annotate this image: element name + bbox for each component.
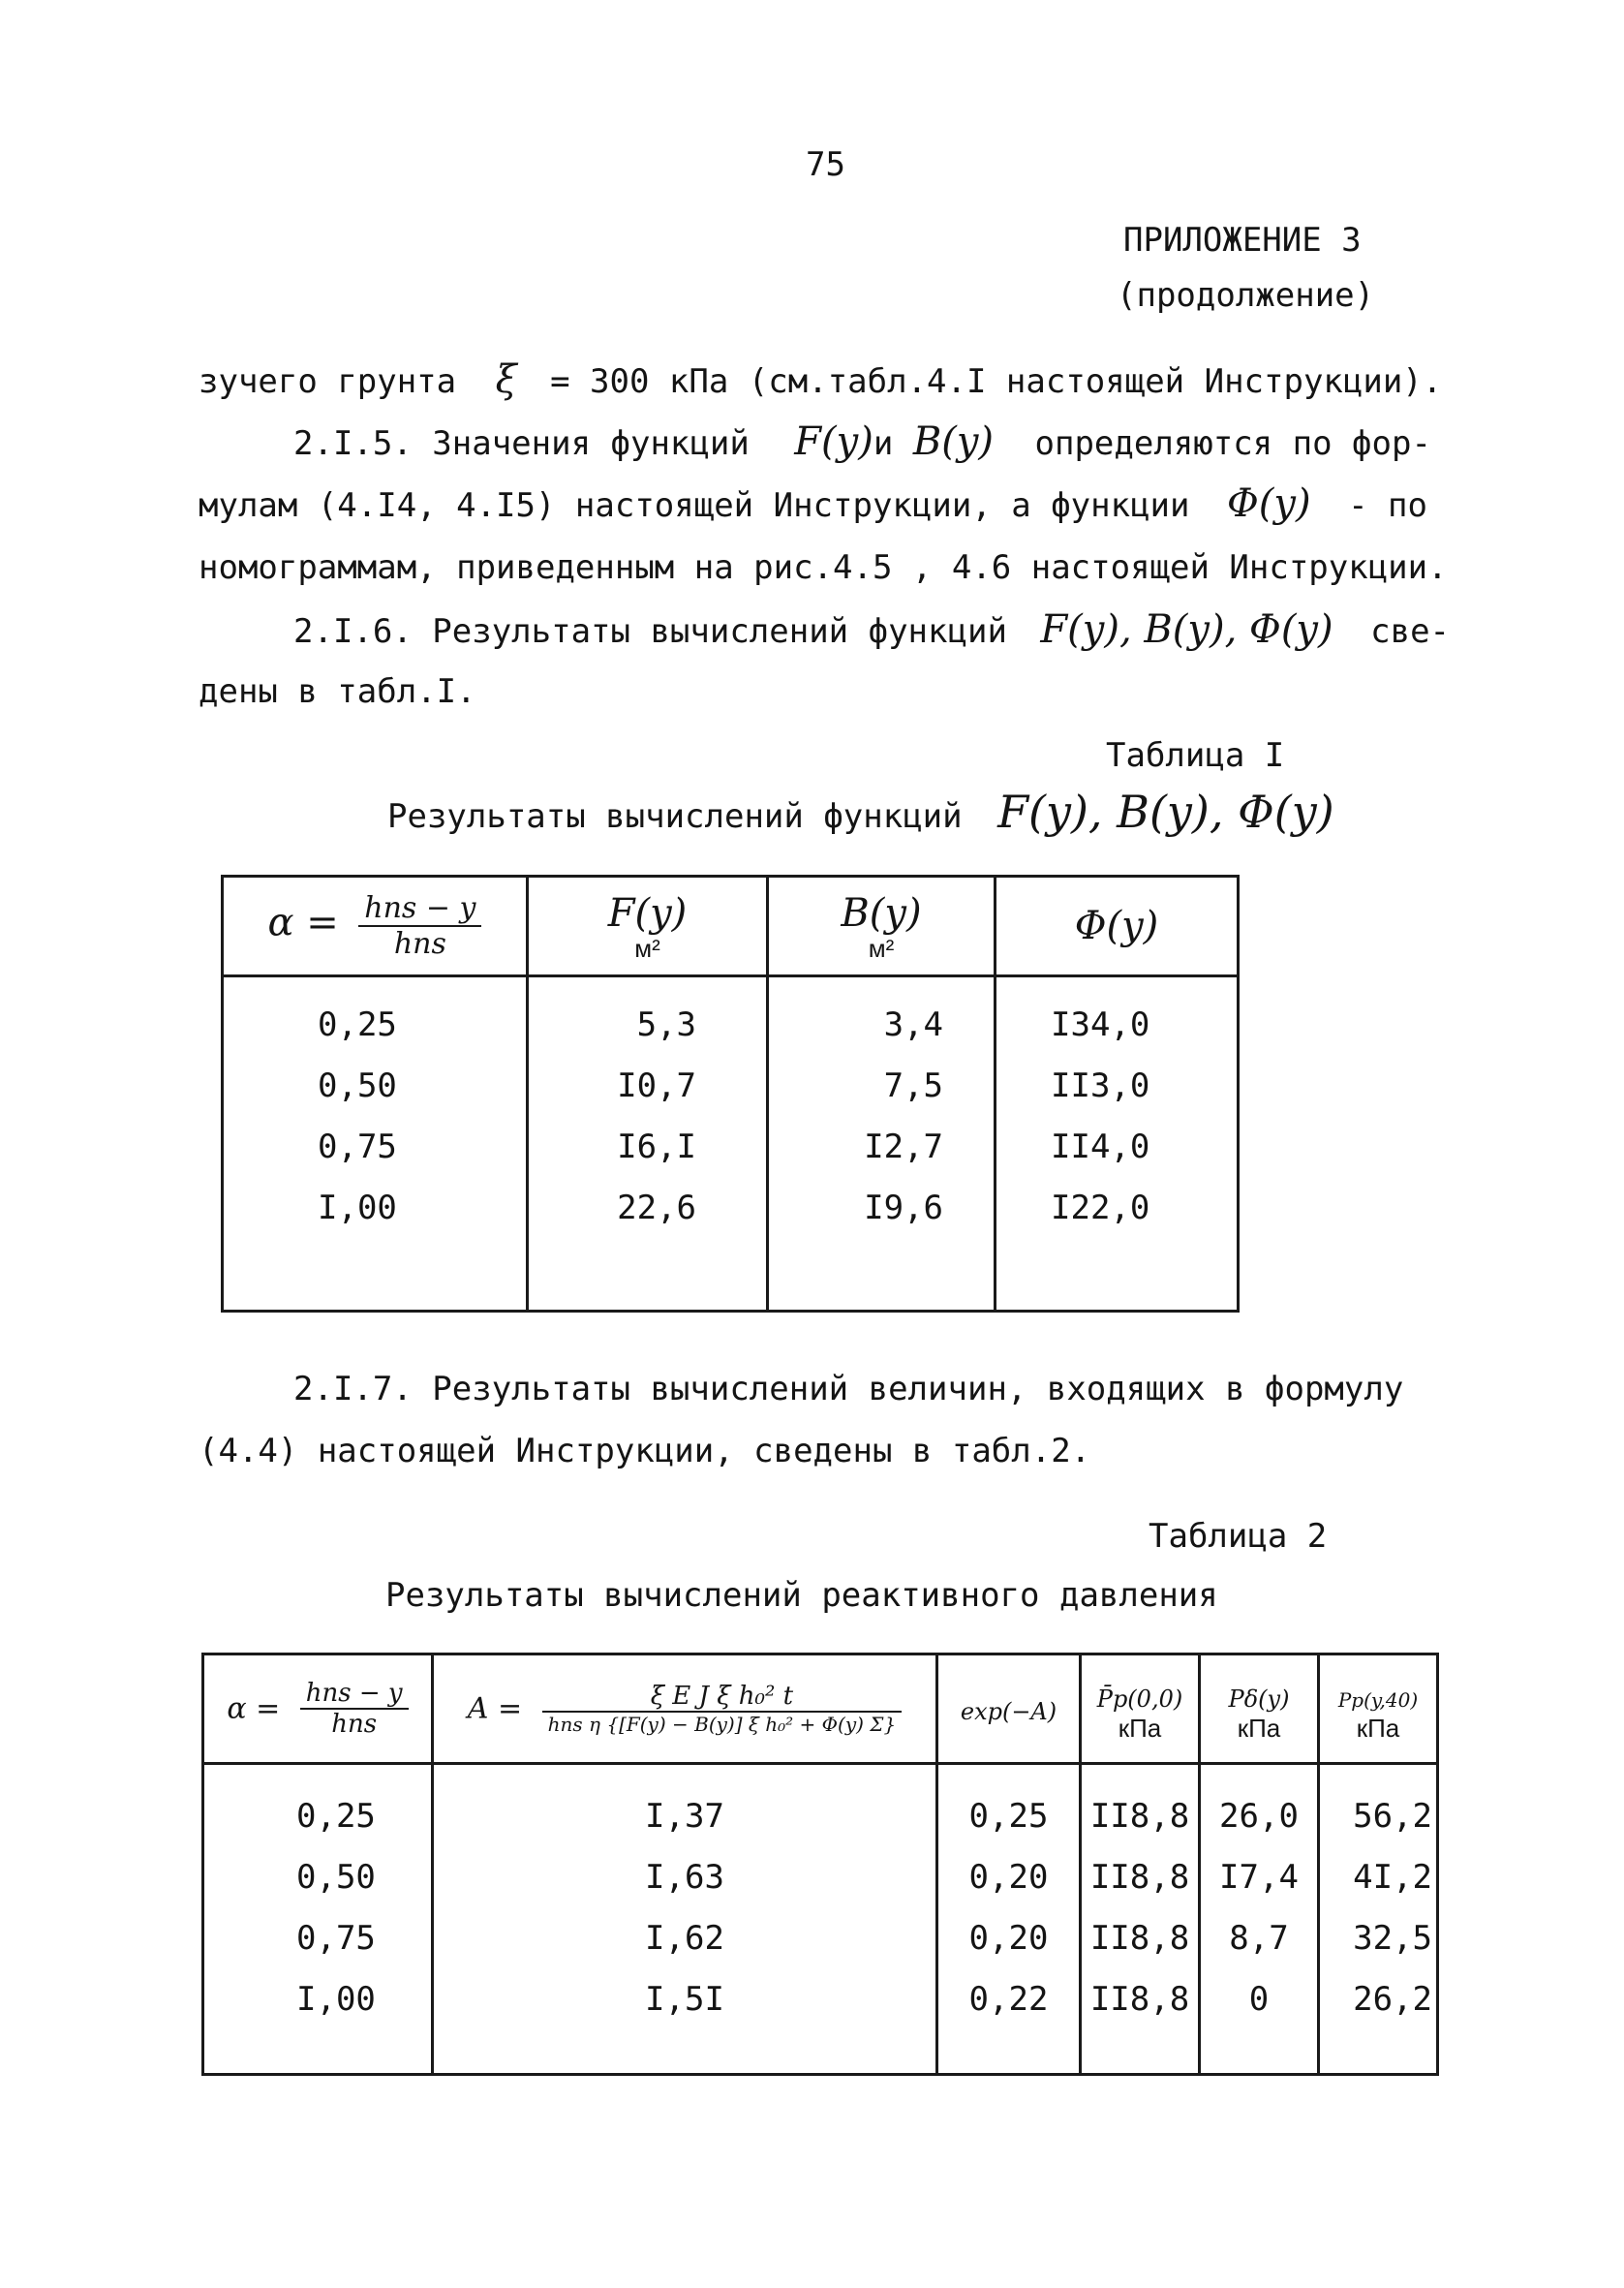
xi-symbol: ξ [495,357,517,402]
paragraph-2-1-7-line-2: (4.4) настоящей Инструкции, сведены в табл.2. [199,1432,1091,1470]
cell: I9,6 [864,1189,943,1227]
column-alpha [203,1764,433,2075]
appendix-subtitle: (продолжение) [1117,276,1375,315]
header-a [433,1654,937,1764]
cell: II4,0 [1051,1128,1150,1166]
b-label: B(y) [841,891,922,936]
f-unit: м² [634,934,660,963]
table-1 [221,875,1240,1313]
a-lhs: A = [467,1691,523,1726]
alpha-lhs: α = [227,1691,281,1726]
fraction-numerator: ξ E J ξ h₀² t [542,1682,903,1713]
header-pp [1319,1654,1438,1764]
cell: I,5I [645,1980,724,2019]
text-fragment: и [873,424,894,463]
cell: 0,75 [318,1128,397,1166]
cell: I,00 [296,1980,376,2019]
text-fragment: 2.I.6. Результаты вычислений функций [293,612,1007,651]
appendix-title: ПРИЛОЖЕНИЕ 3 [1123,221,1362,260]
paragraph-2-1-5-line-1 [293,419,1431,464]
header-exp [937,1654,1081,1764]
header-f [528,877,768,976]
table-body-row [223,976,1239,1312]
alpha-fraction [300,1679,409,1739]
column-b [768,976,996,1312]
cell: II3,0 [1051,1067,1150,1105]
column-pb [1200,1764,1319,2075]
cell: 26,2 [1353,1980,1432,2019]
cell: I,63 [645,1858,724,1897]
b-unit: м² [868,934,895,963]
fraction-numerator: hns − y [358,891,481,927]
caption-text: Результаты вычислений функций [387,797,963,836]
text-fragment: - по [1348,486,1427,525]
phi-label: Φ(y) [1074,904,1159,948]
cell: 32,5 [1353,1919,1432,1958]
table1-caption [387,786,1334,838]
pp-label: Pp(y,40) [1337,1688,1419,1712]
exp-label: exp(−A) [960,1698,1057,1725]
text-fragment: зучего грунта [199,362,457,401]
column-alpha [223,976,528,1312]
cell: 0 [1248,1980,1270,2019]
page-number: 75 [806,145,845,184]
table2-label: Таблица 2 [1149,1517,1328,1556]
table-header-row [203,1654,1438,1764]
paragraph-2-1-5-line-2 [199,481,1427,526]
cell: I,37 [645,1797,724,1836]
header-b [768,877,996,976]
p0-unit: кПа [1118,1714,1162,1743]
formula-f: F(y) [794,419,873,464]
column-f [528,976,768,1312]
cell: 0,20 [968,1919,1049,1958]
text-fragment: определяются по фор- [1034,424,1431,463]
cell: 56,2 [1353,1797,1432,1836]
text-fragment: 2.I.5. Значения функций [293,424,750,463]
cell: II8,8 [1089,1858,1190,1897]
f-label: F(y) [607,891,688,936]
table-2 [201,1653,1439,2076]
column-exp [937,1764,1081,2075]
cell: 0,25 [296,1797,376,1836]
cell: II8,8 [1089,1797,1190,1836]
table-header-row [223,877,1239,976]
formula-b: B(y) [912,419,995,464]
p0-label: P̄p(0,0) [1096,1685,1183,1713]
cell: 3,4 [883,1005,943,1044]
pb-label: Pδ(y) [1228,1685,1290,1713]
cell: I7,4 [1219,1858,1299,1897]
cell: II8,8 [1089,1980,1190,2019]
column-pp [1319,1764,1438,2075]
formula-phi: Φ(y) [1226,481,1311,526]
cell: 26,0 [1219,1797,1299,1836]
pb-unit: кПа [1237,1714,1281,1743]
header-pb [1200,1654,1319,1764]
alpha-fraction [358,891,481,961]
table1-label: Таблица I [1106,736,1285,775]
text-fragment: мулам (4.I4, 4.I5) настоящей Инструкции, а функции [199,486,1190,525]
header-alpha [223,877,528,976]
cell: 0,50 [296,1858,376,1897]
header-alpha [203,1654,433,1764]
paragraph-2-1-5-line-3: номограммам, приведенным на рис.4.5 , 4.6 настоящей Инструкции. [199,548,1448,587]
text-line-1 [199,357,1443,402]
a-fraction [542,1682,903,1736]
formula-functions: F(y), B(y), Φ(y) [1040,607,1333,652]
paragraph-2-1-6-line-2: дены в табл.I. [199,672,476,711]
cell: 0,22 [968,1980,1049,2019]
cell: 0,50 [318,1067,397,1105]
paragraph-2-1-7-line-1: 2.I.7. Результаты вычислений величин, входящих в формулу [293,1370,1404,1408]
table2-caption: Результаты вычислений реактивного давления [385,1576,1218,1615]
cell: I2,7 [864,1128,943,1166]
text-fragment: = 300 кПа (см.табл.4.I настоящей Инструкции). [550,362,1443,401]
cell: II8,8 [1089,1919,1190,1958]
table-body-row [203,1764,1438,2075]
cell: 0,75 [296,1919,376,1958]
cell: 0,20 [968,1858,1049,1897]
text-fragment: све- [1370,612,1451,651]
fraction-denominator: hns [393,927,446,961]
cell: 22,6 [617,1189,696,1227]
cell: 0,25 [318,1005,397,1044]
alpha-lhs: α = [267,900,339,945]
cell: I0,7 [617,1067,696,1105]
cell: I6,I [617,1128,696,1166]
header-p0 [1081,1654,1200,1764]
header-phi [996,877,1239,976]
column-phi [996,976,1239,1312]
cell: I22,0 [1051,1189,1150,1227]
column-p0 [1081,1764,1200,2075]
fraction-numerator: hns − y [300,1679,409,1710]
cell: I34,0 [1051,1005,1150,1044]
column-a [433,1764,937,2075]
cell: 8,7 [1229,1919,1289,1958]
cell: I,00 [318,1189,397,1227]
caption-functions: F(y), B(y), Φ(y) [997,786,1334,838]
paragraph-2-1-6-line-1 [293,607,1451,652]
cell: 0,25 [968,1797,1049,1836]
cell: I,62 [645,1919,724,1958]
fraction-denominator: hns [331,1710,378,1739]
cell: 4I,2 [1353,1858,1432,1897]
cell: 7,5 [883,1067,943,1105]
fraction-denominator: hns η {[F(y) − B(y)] ξ h₀² + Φ(y) Σ} [547,1713,897,1736]
pp-unit: кПа [1356,1714,1400,1743]
cell: 5,3 [636,1005,696,1044]
